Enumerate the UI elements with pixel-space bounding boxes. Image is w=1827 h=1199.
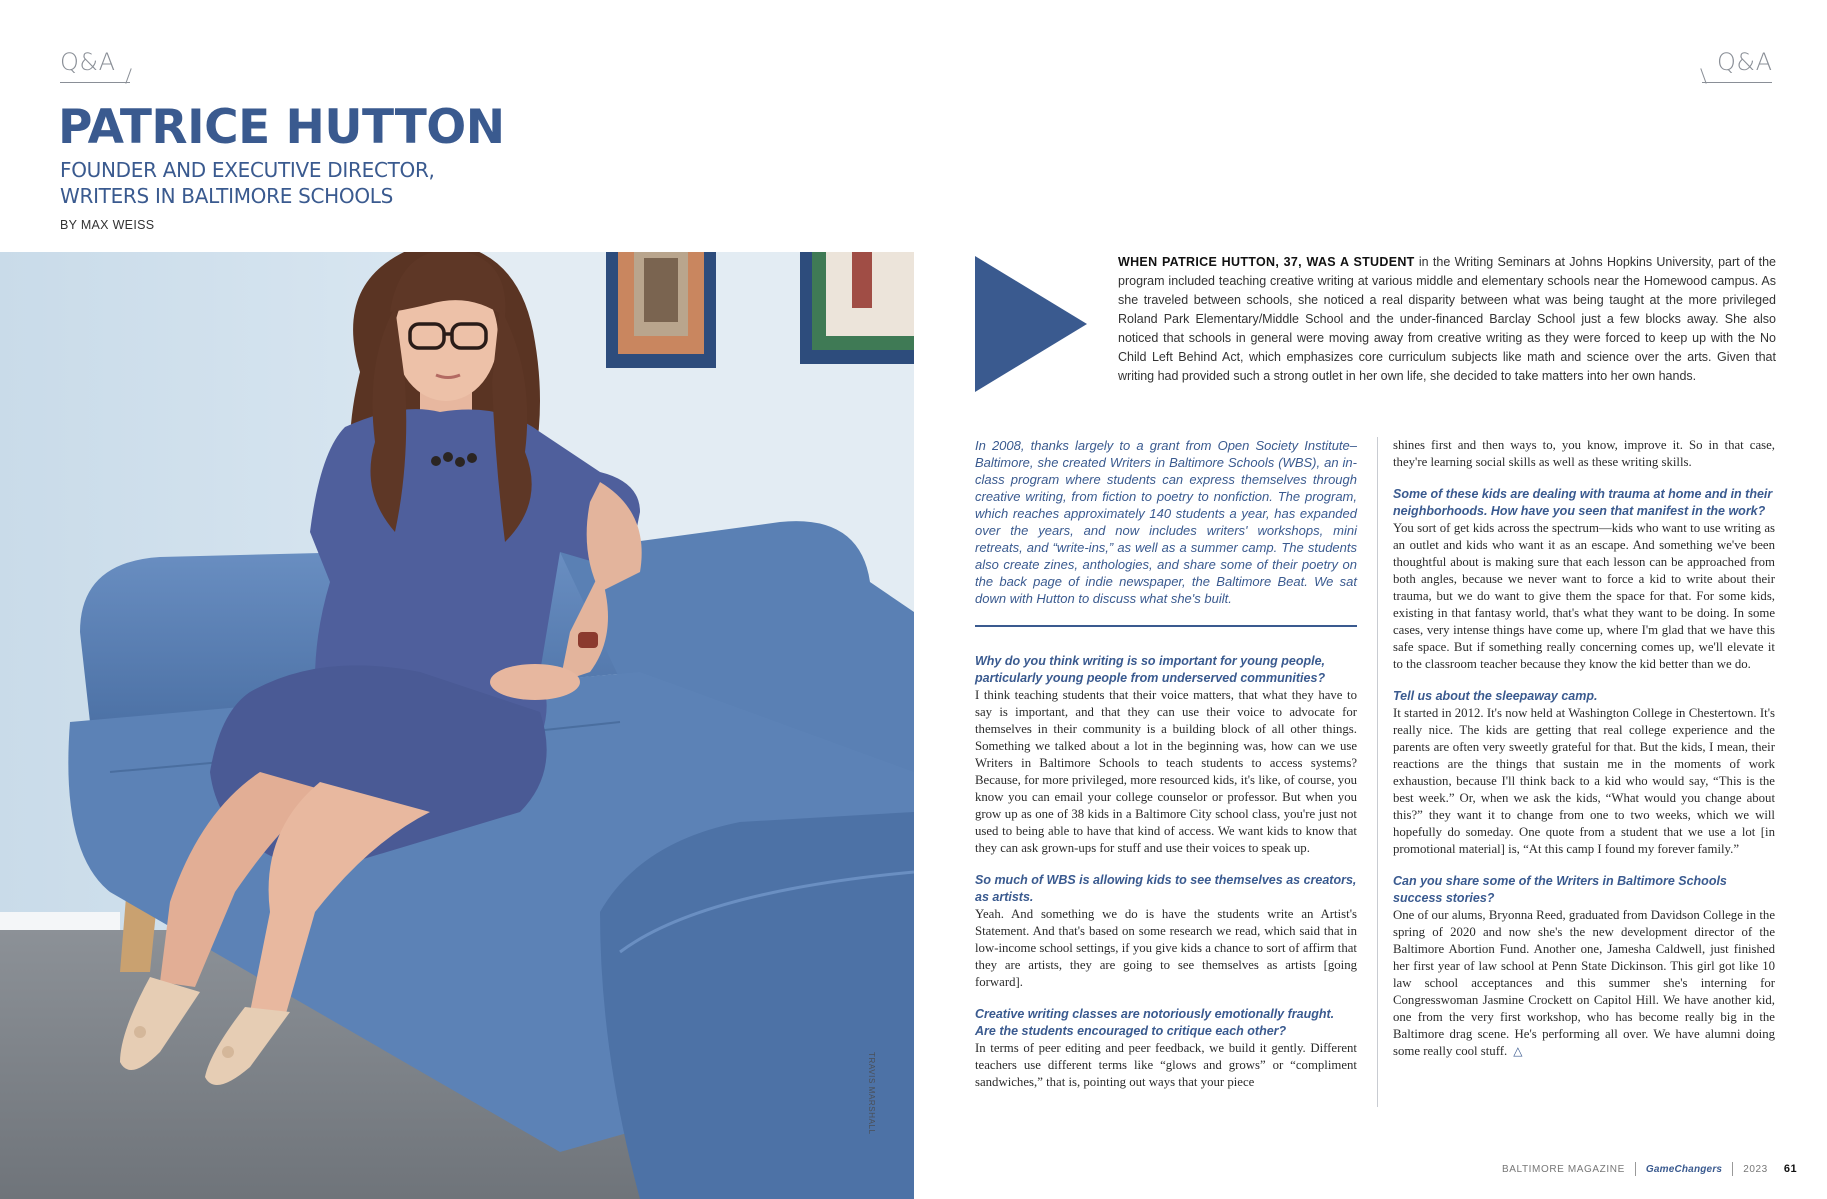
portrait-illustration <box>0 252 914 1199</box>
page-number: 61 <box>1783 1163 1798 1175</box>
footer-separator <box>1635 1162 1636 1176</box>
footer-section: GameChangers <box>1645 1163 1723 1175</box>
portrait-photo <box>0 252 914 1199</box>
subtitle-line-1: FOUNDER AND EXECUTIVE DIRECTOR, <box>60 158 435 182</box>
deck-divider <box>975 625 1357 627</box>
intro-lead: WHEN PATRICE HUTTON, 37, WAS A STUDENT <box>1118 255 1415 269</box>
footer-magazine: BALTIMORE MAGAZINE <box>1502 1163 1625 1175</box>
intro-body: in the Writing Seminars at Johns Hopkins University, part of the program included teaching creative writing at various middle and elementary schools near the Homewood campus. As she traveled between schools, she noticed a real disparity between what was being taught at the more privileged Roland Park Elementary/Middle School and the under-financed Barclay School just a few blocks away. She also noticed that schools in general were moving away from creative writing as they were forced to keep up with the No Child Left Behind Act, which emphasizes core curriculum subjects like math and science over the arts. Given that writing had provided such a strong outlet in her own life, she decided to take matters into her own hands. <box>1118 255 1777 383</box>
byline: BY MAX WEISS <box>60 218 155 232</box>
section-rule-right <box>1702 82 1772 83</box>
answer-3-continued: shines first and then ways to, you know, improve it. So in that case, they're learning social skills as well as these writing skills. <box>1393 438 1775 469</box>
column-right <box>1393 437 1775 1060</box>
deck-paragraph: In 2008, thanks largely to a grant from Open Society Institute–Baltimore, she created Writers in Baltimore Schools (WBS), an in-class program where students can express themselves through creative writing, from fiction to poetry to nonfiction. The program, which reaches approximately 140 students a year, has expanded over the years, and now includes writers' workshops, mini retreats, and “write-ins,” as well as a summer camp. The students also create zines, anthologies, and share some of their poetry on the back page of indie newspaper, the Baltimore Beat. We sat down with Hutton to discuss what she's built. <box>975 438 1357 606</box>
column-divider <box>1377 437 1378 1107</box>
section-label-left: Q&A <box>60 48 116 76</box>
shoe-bow-left <box>134 1026 146 1038</box>
article-subtitle <box>60 157 435 209</box>
footer-year: 2023 <box>1743 1163 1768 1175</box>
shoe-bow-right <box>222 1046 234 1058</box>
section-label-right: Q&A <box>1717 48 1773 76</box>
question-6: Can you share some of the Writers in Baltimore Schools success stories? <box>1393 874 1727 905</box>
baseboard <box>0 912 120 930</box>
photo-credit: TRAVIS MARSHALL <box>867 1052 876 1135</box>
hands <box>490 664 580 700</box>
answer-5: It started in 2012. It's now held at Washington College in Chestertown. It's really nice. The kids are getting that real college experience and the parents are often very sweetly grateful for that. But the kids, I mean, their reactions are the things that sustain me in the moments of work exhaustion, because I'll think back to a kid who would say, “This is the best week.” Or, when we ask the kids, “What would you change about this?” they want it to change from one to two weeks, which we will hopefully do someday. One quote from a student that we use a lot [in promotional material] is, “At this camp I found my forever family.” <box>1393 706 1775 856</box>
frame-left <box>606 252 716 368</box>
question-2: So much of WBS is allowing kids to see themselves as creators, as artists. <box>975 873 1357 904</box>
question-5: Tell us about the sleepaway camp. <box>1393 689 1598 703</box>
footer-separator <box>1732 1162 1733 1176</box>
section-rule-left <box>60 82 130 83</box>
question-1: Why do you think writing is so important for young people, particularly young people from underserved communities? <box>975 654 1326 685</box>
answer-3: In terms of peer editing and peer feedback, we build it gently. Different teachers use different terms like “glows and grows” or “compliment sandwiches,” that is, pointing out ways that your piece <box>975 1041 1357 1089</box>
column-left <box>975 437 1357 1091</box>
article-title: PATRICE HUTTON <box>58 100 505 155</box>
intro-paragraph <box>1118 253 1776 386</box>
question-4: Some of these kids are dealing with trauma at home and in their neighborhoods. How have you seen that manifest in the work? <box>1393 487 1773 518</box>
page-footer <box>1502 1162 1797 1176</box>
watch <box>578 632 598 648</box>
question-3: Creative writing classes are notoriously emotionally fraught. Are the students encouraged to critique each other? <box>975 1007 1335 1038</box>
play-triangle-icon <box>975 256 1087 392</box>
answer-6-paragraph <box>1393 907 1775 1060</box>
subtitle-line-2: WRITERS IN BALTIMORE SCHOOLS <box>60 184 394 208</box>
answer-1: I think teaching students that their voice matters, that what they have to say is important, and that they can use their voice to advocate for themselves in their community is a building block of all other things. Something we talked about a lot in the beginning was, how can we use Writers in Baltimore Schools to teach students to access systems? Because, for more privileged, more resourced kids, it's like, of course, you know you can email your college counselor or professor. But when you grow up as one of 38 kids in a Baltimore City school class, you're just not used to being able to have that kind of access. We want kids to know that they can ask grown-ups for stuff and use their voices to speak up. <box>975 688 1357 855</box>
answer-4: You sort of get kids across the spectrum—kids who want to use writing as an outlet and kids who want it as an escape. And something we've been thoughtful about is making sure that each lesson can be approached from both angles, because we never want to force a kid to write about their trauma, but we do want to give them the space for that. For some kids, existing in that fantasy world, that's what they want to be doing. In some cases, very intense things have come up, where I'm glad that we have this safe space. But if something really concerning comes up, we'll elevate it to the classroom teacher because they know the kid better than we do. <box>1393 521 1775 671</box>
end-triangle-icon: △ <box>1513 1044 1523 1058</box>
answer-2: Yeah. And something we do is have the students write an Artist's Statement. And that's based on some research we read, which said that in low-income school settings, if you give kids a chance to sort of affirm that they are artists, they are going to see themselves as artists [going forward]. <box>975 907 1357 989</box>
frame-right <box>800 252 914 364</box>
sofa-arm <box>600 812 914 1199</box>
answer-6: One of our alums, Bryonna Reed, graduated from Davidson College in the spring of 2020 and now she's the new development director of the Baltimore Abortion Fund. Another one, Jamesha Caldwell, just finished her first year of law school at Penn State Dickinson. This girl got like 10 law school acceptances and this summer she's interning for Congresswoman Jasmine Crockett on Capitol Hill. We have another kid, one from the very first workshop, who has become really big in the Baltimore drag scene. He's performing all over. We have alumni doing some really cool stuff. <box>1393 908 1775 1058</box>
